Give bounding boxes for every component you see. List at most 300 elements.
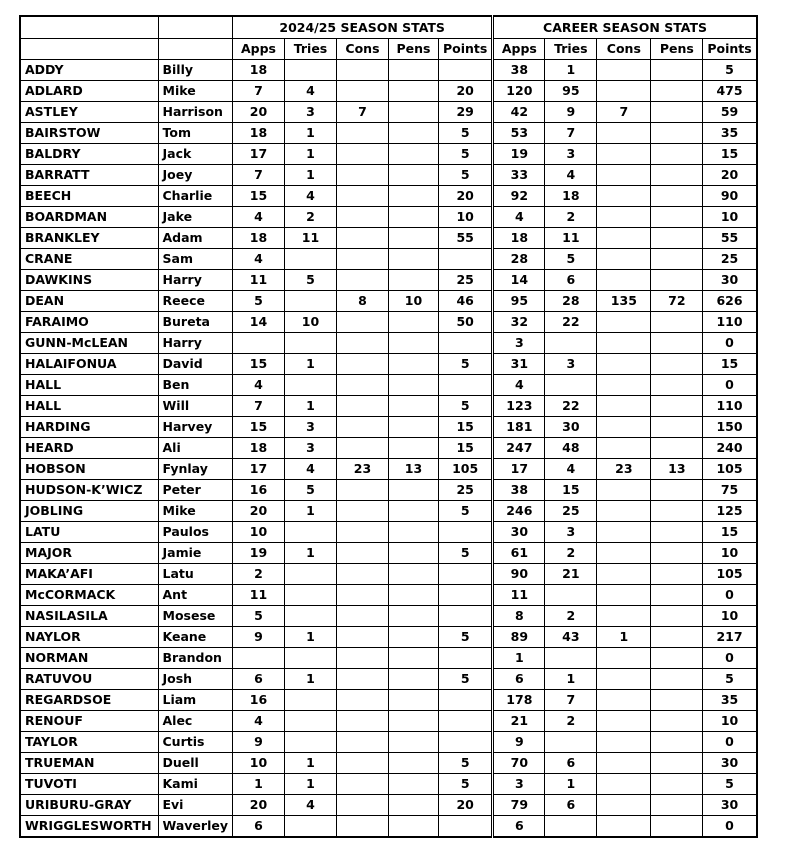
career-points-cell: 5 bbox=[703, 774, 757, 795]
season-tries-cell: 1 bbox=[284, 669, 336, 690]
season-group-header: 2024/25 SEASON STATS bbox=[232, 16, 492, 39]
career-pens-cell bbox=[651, 669, 703, 690]
career-pens-cell bbox=[651, 795, 703, 816]
season-tries-cell bbox=[284, 585, 336, 606]
surname-cell: URIBURU-GRAY bbox=[20, 795, 158, 816]
firstname-cell: Charlie bbox=[158, 186, 232, 207]
player-row bbox=[20, 753, 757, 774]
season-pens-cell bbox=[388, 186, 438, 207]
career-points-cell: 59 bbox=[703, 102, 757, 123]
career-points-cell: 35 bbox=[703, 690, 757, 711]
player-row bbox=[20, 711, 757, 732]
career-points-cell: 30 bbox=[703, 270, 757, 291]
season-pens-cell bbox=[388, 669, 438, 690]
career-cons-cell bbox=[597, 438, 651, 459]
season-apps-cell: 15 bbox=[232, 186, 284, 207]
player-row bbox=[20, 669, 757, 690]
surname-cell: RENOUF bbox=[20, 711, 158, 732]
season-points-cell bbox=[438, 564, 492, 585]
surname-cell: MAJOR bbox=[20, 543, 158, 564]
career-tries-cell: 21 bbox=[545, 564, 597, 585]
season-cons-cell bbox=[336, 501, 388, 522]
group-header-row bbox=[20, 16, 757, 39]
season-tries-cell: 1 bbox=[284, 774, 336, 795]
season-cons-cell bbox=[336, 417, 388, 438]
season-points-cell bbox=[438, 690, 492, 711]
career-tries-cell: 7 bbox=[545, 690, 597, 711]
career-cons-cell bbox=[597, 396, 651, 417]
career-apps-cell: 53 bbox=[493, 123, 545, 144]
player-row bbox=[20, 774, 757, 795]
season-points-cell: 20 bbox=[438, 81, 492, 102]
firstname-cell: Duell bbox=[158, 753, 232, 774]
career-apps-cell: 14 bbox=[493, 270, 545, 291]
career-apps-cell: 21 bbox=[493, 711, 545, 732]
surname-cell: HALL bbox=[20, 396, 158, 417]
season-cons-cell bbox=[336, 333, 388, 354]
season-cons-cell bbox=[336, 690, 388, 711]
season-pens-cell bbox=[388, 354, 438, 375]
player-row bbox=[20, 291, 757, 312]
player-row bbox=[20, 816, 757, 838]
season-cons-cell: 7 bbox=[336, 102, 388, 123]
career-points-cell: 10 bbox=[703, 606, 757, 627]
season-tries-cell: 4 bbox=[284, 459, 336, 480]
career-tries-cell: 3 bbox=[545, 144, 597, 165]
career-points-cell: 30 bbox=[703, 753, 757, 774]
surname-cell: BALDRY bbox=[20, 144, 158, 165]
career-pens-cell bbox=[651, 312, 703, 333]
season-cons-cell bbox=[336, 732, 388, 753]
career-points-cell: 626 bbox=[703, 291, 757, 312]
season-pens-cell bbox=[388, 753, 438, 774]
season-apps-cell: 7 bbox=[232, 81, 284, 102]
career-points-cell: 110 bbox=[703, 312, 757, 333]
surname-cell: McCORMACK bbox=[20, 585, 158, 606]
career-tries-cell: 2 bbox=[545, 207, 597, 228]
career-tries-header: Tries bbox=[545, 39, 597, 60]
season-tries-cell bbox=[284, 816, 336, 838]
firstname-cell: Mosese bbox=[158, 606, 232, 627]
season-apps-cell: 5 bbox=[232, 291, 284, 312]
surname-cell: REGARDSOE bbox=[20, 690, 158, 711]
career-apps-cell: 92 bbox=[493, 186, 545, 207]
career-cons-cell bbox=[597, 123, 651, 144]
career-pens-cell bbox=[651, 816, 703, 838]
career-points-cell: 105 bbox=[703, 459, 757, 480]
surname-cell: BEECH bbox=[20, 186, 158, 207]
season-points-cell: 46 bbox=[438, 291, 492, 312]
season-pens-cell bbox=[388, 438, 438, 459]
season-pens-cell: 10 bbox=[388, 291, 438, 312]
season-pens-cell bbox=[388, 396, 438, 417]
career-cons-cell bbox=[597, 354, 651, 375]
career-pens-cell bbox=[651, 123, 703, 144]
career-points-cell: 0 bbox=[703, 648, 757, 669]
season-points-cell: 5 bbox=[438, 501, 492, 522]
firstname-cell: Reece bbox=[158, 291, 232, 312]
career-pens-cell bbox=[651, 732, 703, 753]
career-pens-cell bbox=[651, 774, 703, 795]
career-apps-cell: 181 bbox=[493, 417, 545, 438]
career-pens-cell bbox=[651, 585, 703, 606]
career-tries-cell: 43 bbox=[545, 627, 597, 648]
season-points-cell: 5 bbox=[438, 753, 492, 774]
career-cons-cell bbox=[597, 375, 651, 396]
firstname-cell: Alec bbox=[158, 711, 232, 732]
career-pens-cell bbox=[651, 480, 703, 501]
career-points-cell: 110 bbox=[703, 396, 757, 417]
season-pens-cell bbox=[388, 333, 438, 354]
career-cons-cell bbox=[597, 186, 651, 207]
player-row bbox=[20, 417, 757, 438]
season-pens-header: Pens bbox=[388, 39, 438, 60]
season-cons-cell bbox=[336, 270, 388, 291]
career-pens-cell bbox=[651, 165, 703, 186]
career-pens-cell bbox=[651, 711, 703, 732]
season-cons-cell bbox=[336, 522, 388, 543]
player-row bbox=[20, 165, 757, 186]
season-points-cell: 5 bbox=[438, 543, 492, 564]
career-apps-cell: 30 bbox=[493, 522, 545, 543]
surname-cell: BAIRSTOW bbox=[20, 123, 158, 144]
season-points-cell: 50 bbox=[438, 312, 492, 333]
career-apps-cell: 89 bbox=[493, 627, 545, 648]
player-row bbox=[20, 102, 757, 123]
season-points-header: Points bbox=[438, 39, 492, 60]
season-cons-cell bbox=[336, 774, 388, 795]
career-pens-cell bbox=[651, 249, 703, 270]
career-cons-cell: 7 bbox=[597, 102, 651, 123]
player-row bbox=[20, 501, 757, 522]
career-tries-cell: 2 bbox=[545, 606, 597, 627]
career-tries-cell: 11 bbox=[545, 228, 597, 249]
player-row bbox=[20, 459, 757, 480]
career-points-cell: 125 bbox=[703, 501, 757, 522]
career-tries-cell: 4 bbox=[545, 459, 597, 480]
career-points-cell: 15 bbox=[703, 144, 757, 165]
surname-cell: DEAN bbox=[20, 291, 158, 312]
season-pens-cell bbox=[388, 144, 438, 165]
surname-cell: DAWKINS bbox=[20, 270, 158, 291]
career-cons-cell bbox=[597, 165, 651, 186]
surname-cell: HOBSON bbox=[20, 459, 158, 480]
player-row bbox=[20, 606, 757, 627]
career-apps-cell: 28 bbox=[493, 249, 545, 270]
career-cons-cell bbox=[597, 606, 651, 627]
season-tries-cell bbox=[284, 60, 336, 81]
career-pens-cell bbox=[651, 606, 703, 627]
season-tries-header: Tries bbox=[284, 39, 336, 60]
season-points-cell bbox=[438, 333, 492, 354]
season-pens-cell bbox=[388, 648, 438, 669]
season-tries-cell bbox=[284, 732, 336, 753]
season-tries-cell: 1 bbox=[284, 396, 336, 417]
season-pens-cell bbox=[388, 417, 438, 438]
surname-cell: FARAIMO bbox=[20, 312, 158, 333]
surname-cell: NORMAN bbox=[20, 648, 158, 669]
season-cons-cell bbox=[336, 711, 388, 732]
player-row bbox=[20, 690, 757, 711]
season-tries-cell: 1 bbox=[284, 165, 336, 186]
season-pens-cell bbox=[388, 732, 438, 753]
firstname-cell: Harrison bbox=[158, 102, 232, 123]
season-points-cell: 5 bbox=[438, 396, 492, 417]
season-cons-cell bbox=[336, 669, 388, 690]
career-apps-cell: 90 bbox=[493, 564, 545, 585]
season-pens-cell bbox=[388, 795, 438, 816]
season-tries-cell: 1 bbox=[284, 753, 336, 774]
season-tries-cell: 1 bbox=[284, 123, 336, 144]
surname-cell: ADDY bbox=[20, 60, 158, 81]
career-pens-cell bbox=[651, 753, 703, 774]
player-row bbox=[20, 438, 757, 459]
career-cons-cell bbox=[597, 144, 651, 165]
career-tries-cell bbox=[545, 333, 597, 354]
season-tries-cell: 1 bbox=[284, 144, 336, 165]
season-pens-cell bbox=[388, 207, 438, 228]
player-row bbox=[20, 144, 757, 165]
career-points-cell: 30 bbox=[703, 795, 757, 816]
season-points-cell bbox=[438, 711, 492, 732]
season-apps-cell: 14 bbox=[232, 312, 284, 333]
career-apps-cell: 61 bbox=[493, 543, 545, 564]
career-apps-cell: 3 bbox=[493, 774, 545, 795]
player-rows bbox=[20, 60, 757, 838]
season-tries-cell bbox=[284, 249, 336, 270]
career-tries-cell: 1 bbox=[545, 669, 597, 690]
career-points-cell: 15 bbox=[703, 522, 757, 543]
firstname-cell: Peter bbox=[158, 480, 232, 501]
career-pens-cell bbox=[651, 648, 703, 669]
career-cons-cell bbox=[597, 228, 651, 249]
firstname-cell: Mike bbox=[158, 81, 232, 102]
season-tries-cell bbox=[284, 375, 336, 396]
player-row bbox=[20, 627, 757, 648]
season-tries-cell: 3 bbox=[284, 102, 336, 123]
season-apps-cell: 4 bbox=[232, 249, 284, 270]
career-apps-cell: 31 bbox=[493, 354, 545, 375]
career-apps-cell: 32 bbox=[493, 312, 545, 333]
career-cons-cell bbox=[597, 564, 651, 585]
career-tries-cell: 2 bbox=[545, 543, 597, 564]
career-tries-cell bbox=[545, 375, 597, 396]
career-apps-cell: 247 bbox=[493, 438, 545, 459]
career-points-header: Points bbox=[703, 39, 757, 60]
career-tries-cell bbox=[545, 585, 597, 606]
season-pens-cell bbox=[388, 627, 438, 648]
season-pens-cell bbox=[388, 480, 438, 501]
season-points-cell: 25 bbox=[438, 270, 492, 291]
career-pens-cell bbox=[651, 396, 703, 417]
career-tries-cell: 15 bbox=[545, 480, 597, 501]
firstname-cell: Will bbox=[158, 396, 232, 417]
season-cons-cell bbox=[336, 123, 388, 144]
season-points-cell: 20 bbox=[438, 186, 492, 207]
surname-cell: BOARDMAN bbox=[20, 207, 158, 228]
season-apps-cell bbox=[232, 333, 284, 354]
surname-cell: HALAIFONUA bbox=[20, 354, 158, 375]
surname-cell: CRANE bbox=[20, 249, 158, 270]
season-pens-cell bbox=[388, 585, 438, 606]
career-points-cell: 0 bbox=[703, 375, 757, 396]
career-points-cell: 10 bbox=[703, 207, 757, 228]
surname-cell: ADLARD bbox=[20, 81, 158, 102]
season-apps-cell: 1 bbox=[232, 774, 284, 795]
career-cons-cell: 135 bbox=[597, 291, 651, 312]
season-tries-cell bbox=[284, 333, 336, 354]
season-points-cell: 15 bbox=[438, 417, 492, 438]
surname-cell: HARDING bbox=[20, 417, 158, 438]
career-cons-cell bbox=[597, 417, 651, 438]
season-tries-cell: 4 bbox=[284, 81, 336, 102]
firstname-cell: Kami bbox=[158, 774, 232, 795]
career-tries-cell: 6 bbox=[545, 795, 597, 816]
firstname-cell: Mike bbox=[158, 501, 232, 522]
career-pens-cell bbox=[651, 417, 703, 438]
season-cons-cell bbox=[336, 165, 388, 186]
season-pens-cell bbox=[388, 60, 438, 81]
season-tries-cell: 5 bbox=[284, 270, 336, 291]
player-row bbox=[20, 123, 757, 144]
career-tries-cell: 2 bbox=[545, 711, 597, 732]
season-points-cell bbox=[438, 816, 492, 838]
career-points-cell: 20 bbox=[703, 165, 757, 186]
career-points-cell: 150 bbox=[703, 417, 757, 438]
season-tries-cell: 5 bbox=[284, 480, 336, 501]
firstname-cell: Waverley bbox=[158, 816, 232, 838]
firstname-cell: Paulos bbox=[158, 522, 232, 543]
season-apps-cell: 9 bbox=[232, 627, 284, 648]
career-cons-cell bbox=[597, 732, 651, 753]
career-cons-cell bbox=[597, 207, 651, 228]
season-pens-cell bbox=[388, 606, 438, 627]
surname-cell: GUNN-McLEAN bbox=[20, 333, 158, 354]
player-row bbox=[20, 480, 757, 501]
season-tries-cell bbox=[284, 606, 336, 627]
career-pens-cell bbox=[651, 438, 703, 459]
season-apps-cell: 6 bbox=[232, 816, 284, 838]
career-apps-cell: 38 bbox=[493, 60, 545, 81]
season-tries-cell bbox=[284, 564, 336, 585]
career-apps-cell: 6 bbox=[493, 816, 545, 838]
season-apps-cell: 17 bbox=[232, 459, 284, 480]
season-tries-cell: 3 bbox=[284, 438, 336, 459]
player-row bbox=[20, 375, 757, 396]
player-row bbox=[20, 312, 757, 333]
season-tries-cell bbox=[284, 648, 336, 669]
season-cons-cell bbox=[336, 354, 388, 375]
surname-cell: TUVOTI bbox=[20, 774, 158, 795]
season-apps-cell: 4 bbox=[232, 711, 284, 732]
career-pens-cell bbox=[651, 207, 703, 228]
career-apps-cell: 33 bbox=[493, 165, 545, 186]
career-cons-cell bbox=[597, 270, 651, 291]
firstname-cell: Adam bbox=[158, 228, 232, 249]
firstname-cell: Bureta bbox=[158, 312, 232, 333]
season-pens-cell bbox=[388, 249, 438, 270]
career-points-cell: 0 bbox=[703, 585, 757, 606]
career-apps-cell: 123 bbox=[493, 396, 545, 417]
season-pens-cell bbox=[388, 165, 438, 186]
career-tries-cell: 9 bbox=[545, 102, 597, 123]
career-tries-cell: 5 bbox=[545, 249, 597, 270]
season-apps-cell: 20 bbox=[232, 501, 284, 522]
player-row bbox=[20, 60, 757, 81]
season-points-cell: 5 bbox=[438, 627, 492, 648]
player-row bbox=[20, 333, 757, 354]
player-row bbox=[20, 81, 757, 102]
career-tries-cell: 1 bbox=[545, 774, 597, 795]
season-tries-cell: 2 bbox=[284, 207, 336, 228]
career-cons-cell bbox=[597, 60, 651, 81]
season-tries-cell: 1 bbox=[284, 501, 336, 522]
career-tries-cell: 22 bbox=[545, 312, 597, 333]
season-tries-cell: 4 bbox=[284, 795, 336, 816]
firstname-cell: Harry bbox=[158, 270, 232, 291]
career-pens-cell bbox=[651, 60, 703, 81]
surname-cell: RATUVOU bbox=[20, 669, 158, 690]
season-points-cell: 25 bbox=[438, 480, 492, 501]
surname-cell: MAKA’AFI bbox=[20, 564, 158, 585]
career-apps-header: Apps bbox=[493, 39, 545, 60]
career-points-cell: 0 bbox=[703, 816, 757, 838]
season-cons-cell bbox=[336, 60, 388, 81]
surname-cell: TRUEMAN bbox=[20, 753, 158, 774]
season-points-cell: 29 bbox=[438, 102, 492, 123]
player-row bbox=[20, 564, 757, 585]
season-cons-cell bbox=[336, 585, 388, 606]
career-pens-cell bbox=[651, 354, 703, 375]
season-points-cell bbox=[438, 375, 492, 396]
season-points-cell: 55 bbox=[438, 228, 492, 249]
career-pens-header: Pens bbox=[651, 39, 703, 60]
season-points-cell: 105 bbox=[438, 459, 492, 480]
season-cons-cell bbox=[336, 606, 388, 627]
career-pens-cell bbox=[651, 102, 703, 123]
firstname-cell: Curtis bbox=[158, 732, 232, 753]
season-pens-cell bbox=[388, 501, 438, 522]
season-points-cell bbox=[438, 60, 492, 81]
season-points-cell bbox=[438, 648, 492, 669]
season-apps-cell: 2 bbox=[232, 564, 284, 585]
career-points-cell: 35 bbox=[703, 123, 757, 144]
surname-cell: BRANKLEY bbox=[20, 228, 158, 249]
firstname-cell: Ali bbox=[158, 438, 232, 459]
season-pens-cell bbox=[388, 102, 438, 123]
career-pens-cell bbox=[651, 228, 703, 249]
season-cons-cell bbox=[336, 312, 388, 333]
season-points-cell: 5 bbox=[438, 669, 492, 690]
career-points-cell: 90 bbox=[703, 186, 757, 207]
firstname-cell: Brandon bbox=[158, 648, 232, 669]
season-cons-cell bbox=[336, 81, 388, 102]
firstname-cell: Joey bbox=[158, 165, 232, 186]
career-pens-cell: 13 bbox=[651, 459, 703, 480]
season-pens-cell bbox=[388, 81, 438, 102]
career-tries-cell: 4 bbox=[545, 165, 597, 186]
surname-cell: NASILASILA bbox=[20, 606, 158, 627]
career-cons-cell bbox=[597, 585, 651, 606]
season-points-cell: 10 bbox=[438, 207, 492, 228]
season-points-cell bbox=[438, 606, 492, 627]
career-cons-cell: 23 bbox=[597, 459, 651, 480]
season-cons-cell bbox=[336, 207, 388, 228]
season-cons-cell bbox=[336, 249, 388, 270]
career-apps-cell: 79 bbox=[493, 795, 545, 816]
career-cons-cell bbox=[597, 774, 651, 795]
career-apps-cell: 18 bbox=[493, 228, 545, 249]
